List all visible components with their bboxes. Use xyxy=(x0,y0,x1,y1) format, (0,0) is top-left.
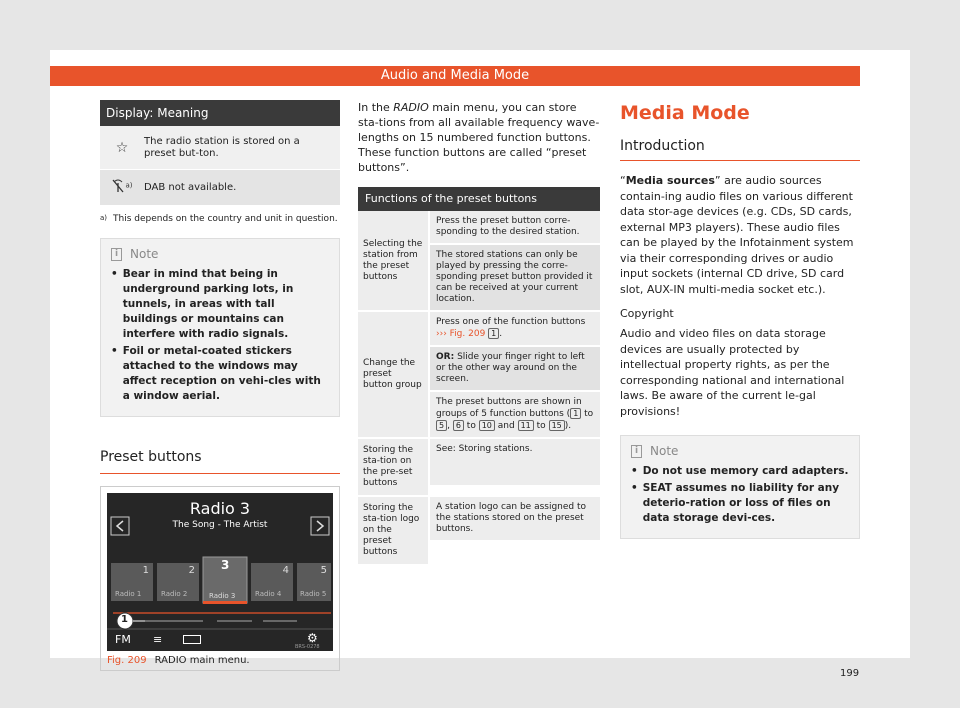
note-box xyxy=(620,435,860,539)
table-heading: Display: Meaning xyxy=(100,100,340,126)
table-row: Storing the sta-tion logo on the preset buttons A station logo can be assigned to the stations stored on the preset buttons. xyxy=(358,497,600,566)
preset-button[interactable]: 4 Radio 4 xyxy=(255,565,289,598)
paragraph: Audio and video files on data storage devices are usually protected by intellectual property rights, as per the corresponding national and international laws. Be aware of the current le-gal provisions! xyxy=(620,327,845,418)
section-heading: Media Mode xyxy=(620,102,750,124)
callout-number: 1 xyxy=(121,614,128,625)
note-item: • SEAT assumes no liability for any deterio-ration or loss of files on data storage devi-ces. xyxy=(631,482,840,524)
table-heading: Functions of the preset buttons xyxy=(358,187,600,211)
table-row: Selecting the station from the preset buttons Press the preset button corre-sponding to the desired station. The stored stations can only be played by pressing the corre-sponding preset button provided it can be received at your current location. xyxy=(358,211,600,312)
note-item: • Bear in mind that being in underground parking lots, in tunnels, in areas with tall buildings or mountains can interfere with radio signals. xyxy=(111,268,294,340)
band-label[interactable]: FM xyxy=(115,633,131,646)
column-right xyxy=(620,100,860,539)
functions-table xyxy=(358,187,600,566)
table-row: Change the preset button group Press one of the function buttons ››› Fig. 209 1 . OR: Slide your finger right to left or the other way around on the screen. The preset buttons are shown in groups of 5 function buttons ( 1 to 5 , 6 to 10 and 11 to 15 ). xyxy=(358,312,600,439)
paragraph: “Media sources” are audio sources contain-ing audio files on various different data stor-age devices (e.g. CDs, SD cards, external MP3 players). These audio files can be played by the Infotainment system via their corresponding drives or audio input sockets (internal CD drive, SD card slot, AUX-IN multi-media socket etc.). xyxy=(620,174,854,296)
footnote: a) This depends on the country and unit in question. xyxy=(100,214,338,224)
radio-screen xyxy=(107,493,333,651)
preset-button-active[interactable]: 3 Radio 3 xyxy=(209,558,236,600)
subsection-heading: Introduction xyxy=(620,138,860,161)
column-middle xyxy=(358,100,600,566)
keypad-icon[interactable] xyxy=(183,635,201,644)
list-icon[interactable]: ≡ xyxy=(153,633,163,646)
running-header: Audio and Media Mode xyxy=(50,66,860,86)
preset-button[interactable]: 2 Radio 2 xyxy=(161,565,195,598)
column-left xyxy=(100,100,340,671)
table-row: Storing the sta-tion on the pre-set buttons See: Storing stations. xyxy=(358,439,600,497)
section-title: Preset buttons xyxy=(100,449,340,474)
note-title: Note xyxy=(130,247,159,261)
display-meaning-table xyxy=(100,100,340,206)
table-row xyxy=(100,170,340,206)
table-cell: DAB not available. xyxy=(144,181,237,193)
figure-reference-link[interactable]: ››› Fig. 209 xyxy=(436,329,486,339)
star-icon: ☆ xyxy=(115,139,129,156)
note-item: • Do not use memory card adapters. xyxy=(631,465,849,477)
page-number: 199 xyxy=(840,668,860,679)
settings-icon[interactable]: ⚙ xyxy=(307,631,318,645)
table-cell: The radio station is stored on a preset but-ton. xyxy=(144,135,300,159)
figure xyxy=(100,486,340,671)
info-icon: i xyxy=(631,445,642,458)
station-name: Radio 3 xyxy=(189,499,251,518)
note-title: Note xyxy=(650,444,679,458)
preset-button[interactable]: 1 Radio 1 xyxy=(115,565,149,598)
figure-caption: Fig. 209 RADIO main menu. xyxy=(107,655,250,666)
table-row xyxy=(100,126,340,170)
intro-paragraph: In the RADIO main menu, you can store sta-tions from all available frequency wave-lengths on 15 numbered function buttons. These function buttons are called “preset buttons”. xyxy=(358,101,600,174)
figure-code: BRS-0278 xyxy=(295,644,320,650)
song-title: The Song - The Artist xyxy=(172,520,268,530)
paragraph-title: Copyright xyxy=(620,307,674,320)
info-icon: i xyxy=(111,248,122,261)
preset-button[interactable]: 5 Radio 5 xyxy=(300,565,327,598)
note-box xyxy=(100,238,340,417)
no-dab-signal-icon: a) xyxy=(100,179,144,197)
note-item: • Foil or metal-coated stickers attached to the windows may affect reception on vehi-cles with a window aerial. xyxy=(111,345,321,402)
